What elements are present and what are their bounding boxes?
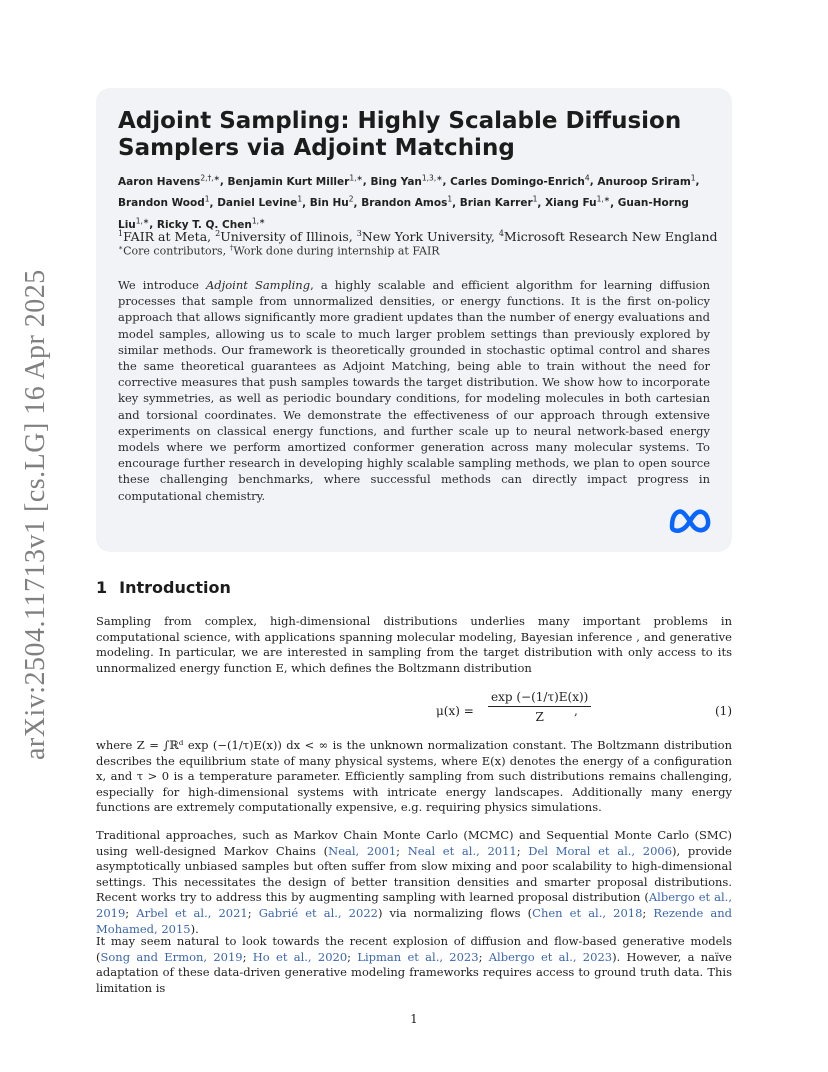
affiliations: $^1$FAIR at Meta, $^2$University of Illinois, $^3$New York University, $^4$Microsoft Research New England (118, 229, 718, 245)
section-title: Introduction (119, 578, 231, 597)
equation-denominator: Z (535, 710, 544, 724)
author: Daniel Levine$^1$ (217, 194, 303, 209)
citation-link[interactable]: Albergo et al., 2019 (96, 890, 732, 920)
title-line-2: Samplers via Adjoint Matching (118, 135, 515, 161)
citation-link[interactable]: Song and Ermon, 2019 (100, 949, 243, 964)
equation-numerator: exp (−(1/τ)E(x)) (488, 690, 591, 707)
author: Carles Domingo-Enrich$^4$ (450, 173, 590, 188)
author: Brandon Wood$^1$ (118, 194, 210, 209)
citation-link[interactable]: Chen et al., 2018 (532, 905, 643, 920)
citation-link[interactable]: Gabrié et al., 2022 (258, 905, 378, 920)
abstract-emphasis: Adjoint Sampling (206, 278, 311, 292)
author: Brian Karrer$^1$ (459, 194, 538, 209)
equation-comma: , (574, 704, 578, 718)
author: Anuroop Sriram$^1$ (597, 173, 696, 188)
title-line-1: Adjoint Sampling: Highly Scalable Diffusion (118, 108, 682, 134)
citation-link[interactable]: Lipman et al., 2023 (357, 949, 479, 964)
meta-infinity-icon (668, 506, 712, 534)
core-contributors-note: Core contributors (123, 244, 223, 258)
abstract: We introduce Adjoint Sampling, a highly scalable and efficient algorithm for learning diffusion processes that sample from unnormalized densities, or energy functions. It is the first on-policy approach that allows significantly more gradient updates than the number of energy evaluations and model samples, allowing us to scale to much larger problem settings than previously explored by similar methods. Our framework is theoretically grounded in stochastic optimal control and shares the same theoretical guarantees as Adjoint Matching, being able to train without the need for corrective measures that push samples towards the target distribution. We show how to incorporate key symmetries, as well as periodic boundary conditions, for modeling molecules in both cartesian and torsional coordinates. We demonstrate the effectiveness of our approach through extensive experiments on classical energy functions, and further scale up to neural network-based energy models where we perform amortized conformer generation across many molecular systems. To encourage further research in developing highly scalable sampling methods, we plan to open source these challenging benchmarks, where successful methods can directly impact progress in computational chemistry. (118, 278, 710, 503)
author: Guan-Horng Liu$^{1,∗}$ (118, 197, 689, 231)
author: Xiang $Fu^{1,∗}$ (545, 194, 611, 209)
equation-number: (1) (715, 704, 732, 718)
section-number: 1 (96, 578, 108, 597)
author: Benjamin Kurt Miller$^{1,∗}$ (227, 173, 363, 188)
affiliation: University of Illinois (220, 229, 349, 245)
author: Bin Hu$^2$ (309, 194, 354, 209)
intro-paragraph-3: Traditional approaches, such as Markov Chain Monte Carlo (MCMC) and Sequential Monte Carlo (SMC) using well-designed Markov Chains (Neal, 2001; Neal et al., 2011; Del Moral et al., 2006), provide asymptotically unbiased samples but often suffer from slow mixing and poor scalability to high-dimensional settings. This necessitates the design of better transition densities and smarter proposal distributions. Recent works try to address this by augmenting sampling with learned proposal distribution (Albergo et al., 2019; Arbel et al., 2021; Gabrié et al., 2022) via normalizing flows (Chen et al., 2018; Rezende and Mohamed, 2015). (96, 828, 733, 936)
paper-title (118, 108, 698, 162)
affiliation: FAIR at Meta (123, 229, 208, 245)
author: Aaron Havens$^{2,\dagger,∗}$ (118, 173, 220, 188)
arxiv-stamp: arXiv:2504.11713v1 [cs.LG] 16 Apr 2025 (20, 269, 51, 760)
citation-link[interactable]: Neal, 2001 (328, 843, 397, 858)
citation-link[interactable]: Del Moral et al., 2006 (528, 843, 673, 858)
equation-1 (96, 688, 732, 732)
internship-note: Work done during internship at FAIR (233, 244, 440, 258)
section-heading-introduction (96, 578, 231, 597)
author: Ricky T. Q. Chen$^{1,∗}$ (156, 216, 266, 231)
equation-lhs: μ(x) = (436, 704, 474, 718)
intro-paragraph-1: Sampling from complex, high-dimensional distributions underlies many important problems in computational science, with applications spanning molecular modeling, Bayesian inference , and generative modeling. In particular, we are interested in sampling from the target distribution with only access to its unnormalized energy function E, which defines the Boltzmann distribution (96, 614, 732, 675)
citation-link[interactable]: Ho et al., 2020 (252, 949, 348, 964)
author: Bing Yan$^{1,3,∗}$ (370, 173, 443, 188)
intro-paragraph-4: It may seem natural to look towards the recent explosion of diffusion and flow-based generative models (Song and Ermon, 2019; Ho et al., 2020; Lipman et al., 2023; Albergo et al., 2023). However, a naïve adaptation of these data-driven generative modeling frameworks requires access to ground truth data. This limitation is (96, 934, 732, 995)
author-list: Aaron Havens$^{2,\dagger,∗}$, Benjamin Kurt Miller$^{1,∗}$, Bing Yan$^{1,3,∗}$, Carles Domingo-Enrich$^4$, Anuroop Sriram$^1$, Brandon Wood$^1$, Daniel Levine$^1$, Bin Hu$^2$, Brandon Amos$^1$, Brian Karrer$^1$, Xiang $Fu^{1,∗}$, Guan-Horng Liu$^{1,∗}$, Ricky T. Q. Chen$^{1,∗}$ (118, 173, 700, 231)
affiliation: New York University (361, 229, 491, 245)
contribution-notes: ∗Core contributors, †Work done during internship at FAIR (118, 243, 440, 258)
citation-link[interactable]: Rezende and Mohamed, 2015 (96, 905, 733, 936)
citation-link[interactable]: Arbel et al., 2021 (136, 905, 248, 920)
author: Brandon Amos$^1$ (361, 194, 453, 209)
intro-paragraph-2: where Z = ∫ℝᵈ exp (−(1/τ)E(x)) dx < ∞ is the unknown normalization constant. The Boltzmann distribution describes the equilibrium state of many physical systems, where E(x) denotes the energy of a configuration x, and τ > 0 is a temperature parameter. Efficiently sampling from such distributions remains challenging, especially for high-dimensional systems with intricate energy landscapes. Additionally many energy functions are extremely computationally expensive, e.g. requiring physics simulations. (96, 738, 732, 815)
citation-link[interactable]: Neal et al., 2011 (407, 843, 517, 858)
page-number: 1 (410, 1012, 418, 1026)
affiliation: Microsoft Research New England (503, 229, 718, 245)
citation-link[interactable]: Albergo et al., 2023 (488, 949, 613, 964)
